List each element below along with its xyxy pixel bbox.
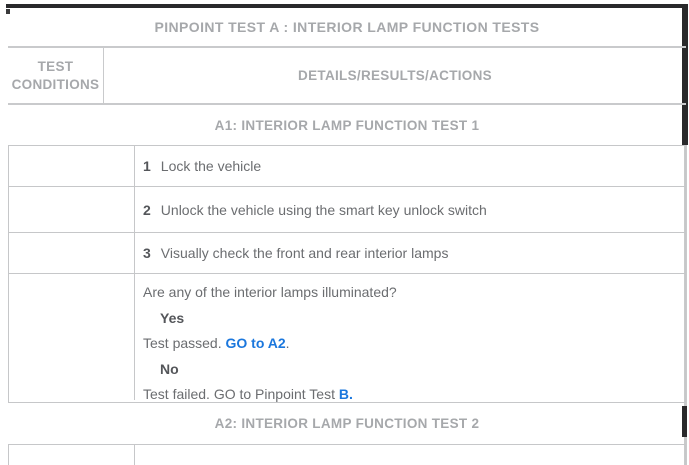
step-text: Visually check the front and rear interior lamps <box>160 245 449 261</box>
test-conditions-cell <box>9 233 135 273</box>
column-header-row <box>8 46 686 105</box>
step-text: Lock the vehicle <box>160 158 262 174</box>
table-row-step-1 <box>9 146 685 186</box>
result-yes-label: Yes <box>160 309 185 326</box>
result-no-prefix: Test failed. GO to Pinpoint Test <box>143 386 339 403</box>
test-conditions-cell <box>9 187 135 232</box>
table-row-result <box>9 273 685 403</box>
test-conditions-cell <box>9 445 135 465</box>
step-text: Unlock the vehicle using the smart key unlock switch <box>160 201 487 218</box>
section-a2-rows-partial <box>8 444 686 465</box>
column-header-details-results-actions: DETAILS/RESULTS/ACTIONS <box>298 68 492 83</box>
go-to-a2-link[interactable]: GO to A2 <box>225 335 286 352</box>
result-no-label: No <box>160 360 179 377</box>
section-heading-a2: A2: INTERIOR LAMP FUNCTION TEST 2 <box>214 416 480 431</box>
step-number: 1 <box>143 158 151 174</box>
step-detail-cell <box>135 146 685 186</box>
test-conditions-cell <box>9 146 135 186</box>
table-row-step-2 <box>9 186 685 232</box>
table-title: PINPOINT TEST A : INTERIOR LAMP FUNCTION TESTS <box>154 19 540 35</box>
table-row-step-3 <box>9 232 685 273</box>
result-yes-prefix: Test passed. <box>143 335 226 352</box>
result-yes-action <box>143 331 677 357</box>
section-a1-rows <box>8 145 686 403</box>
step-number: 3 <box>143 245 151 261</box>
result-yes-suffix: . <box>285 335 290 352</box>
go-to-pinpoint-test-b-link[interactable]: B. <box>338 386 353 403</box>
step-detail-cell <box>135 233 685 273</box>
section-heading-a1: A1: INTERIOR LAMP FUNCTION TEST 1 <box>214 117 480 133</box>
result-question: Are any of the interior lamps illuminated? <box>143 284 397 300</box>
step-detail-cell <box>135 187 685 232</box>
column-header-test-conditions: TEST CONDITIONS <box>8 48 104 103</box>
test-conditions-cell <box>9 274 135 400</box>
step-number: 2 <box>143 201 151 218</box>
result-detail-cell <box>135 274 685 403</box>
